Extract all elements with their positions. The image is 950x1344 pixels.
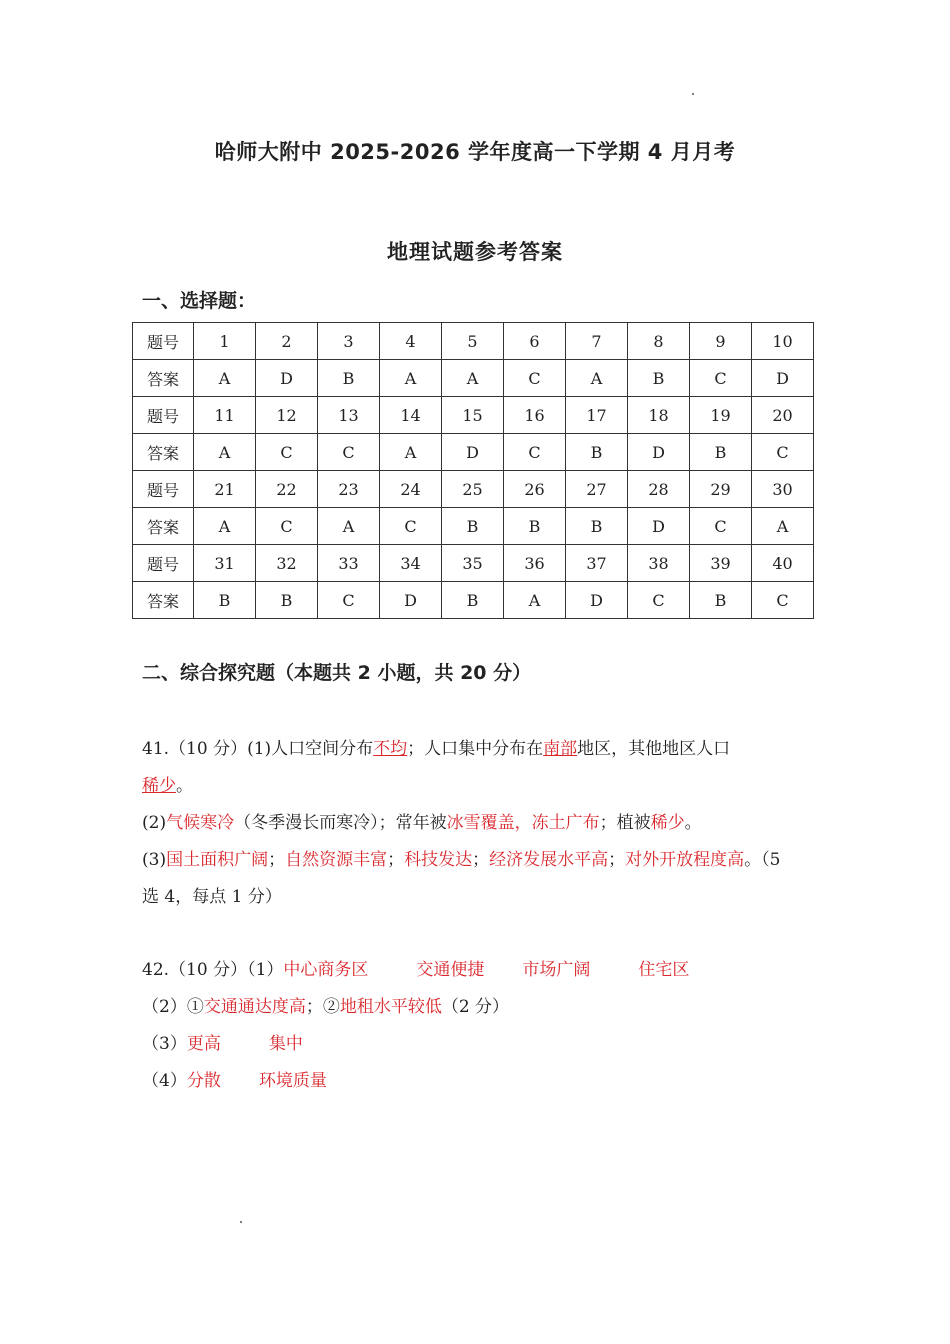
question-number-cell: 17 [566,397,628,434]
question-number-row [133,323,814,360]
answer-cell: D [380,582,442,619]
answer-cell: A [504,582,566,619]
question-number-cell: 35 [442,545,504,582]
question-number-row [133,471,814,508]
answer-cell: B [566,508,628,545]
scan-dot-bottom [240,1221,242,1223]
answer-cell: C [256,434,318,471]
answer-cell: A [752,508,814,545]
answer-cell: A [318,508,380,545]
question-number-cell: 26 [504,471,566,508]
answer-cell: C [318,434,380,471]
question-number-cell: 25 [442,471,504,508]
answer-cell: A [380,434,442,471]
question-number-cell: 36 [504,545,566,582]
q41-part3: (3)国土面积广阔；自然资源丰富；科技发达；经济发展水平高；对外开放程度高。（5 选 4，每点 1 分） [142,850,781,907]
question-number-cell: 11 [194,397,256,434]
row-label-answer: 答案 [133,360,194,397]
question-number-cell: 40 [752,545,814,582]
answer-cell: D [442,434,504,471]
page-title: 哈师大附中 2025-2026 学年度高一下学期 4 月月考 [214,140,736,164]
question-number-cell: 33 [318,545,380,582]
question-number-cell: 12 [256,397,318,434]
q41-part1: 41.（10 分）(1)人口空间分布不均；人口集中分布在南部地区，其他地区人口 稀少。 [142,739,731,796]
question-number-cell: 21 [194,471,256,508]
question-number-cell: 39 [690,545,752,582]
page-subtitle: 地理试题参考答案 [387,240,563,264]
answer-cell: B [194,582,256,619]
answer-row [133,582,814,619]
answer-cell: B [504,508,566,545]
scan-dot-top [692,93,694,95]
question-number-cell: 13 [318,397,380,434]
question-number-cell: 31 [194,545,256,582]
row-label-number: 题号 [133,545,194,582]
question-number-cell: 5 [442,323,504,360]
question-number-cell: 34 [380,545,442,582]
question-number-cell: 14 [380,397,442,434]
question-number-cell: 10 [752,323,814,360]
answer-table [132,322,814,619]
answer-cell: C [690,508,752,545]
answer-cell: C [690,360,752,397]
answer-cell: B [318,360,380,397]
row-label-answer: 答案 [133,508,194,545]
question-number-cell: 29 [690,471,752,508]
question-number-cell: 16 [504,397,566,434]
question-number-cell: 2 [256,323,318,360]
answer-cell: D [752,360,814,397]
answer-cell: C [318,582,380,619]
q42-part3: （3）更高 集中 [142,1034,303,1054]
answer-cell: B [690,434,752,471]
answer-row [133,508,814,545]
question-number-cell: 8 [628,323,690,360]
answer-cell: C [628,582,690,619]
q41-key-south: 南部 [543,739,578,759]
answer-cell: C [752,582,814,619]
q41-key-sparse: 稀少 [142,776,176,796]
question-number-row [133,545,814,582]
question-number-cell: 37 [566,545,628,582]
q41-key-uneven: 不均 [373,739,408,759]
row-label-number: 题号 [133,323,194,360]
answer-cell: D [628,508,690,545]
answer-cell: B [442,508,504,545]
answer-cell: B [256,582,318,619]
question-42-answer [142,952,802,1100]
question-number-cell: 22 [256,471,318,508]
question-number-cell: 20 [752,397,814,434]
question-number-cell: 23 [318,471,380,508]
question-number-cell: 30 [752,471,814,508]
q42-part1: 42.（10 分）（1）中心商务区 交通便捷 市场广阔 住宅区 [142,960,690,980]
section-heading-inquiry: 二、综合探究题（本题共 2 小题，共 20 分） [142,662,532,684]
question-41-answer [142,731,802,916]
question-number-cell: 1 [194,323,256,360]
question-number-cell: 32 [256,545,318,582]
row-label-answer: 答案 [133,582,194,619]
answer-cell: B [566,434,628,471]
question-number-cell: 4 [380,323,442,360]
question-number-cell: 6 [504,323,566,360]
answer-cell: D [628,434,690,471]
answer-cell: A [566,360,628,397]
answer-cell: A [194,360,256,397]
answer-cell: C [504,360,566,397]
answer-cell: B [442,582,504,619]
q42-part2: （2）①交通通达度高；②地租水平较低（2 分） [142,997,510,1017]
answer-cell: C [380,508,442,545]
question-number-cell: 9 [690,323,752,360]
answer-cell: B [628,360,690,397]
question-number-cell: 27 [566,471,628,508]
answer-cell: A [442,360,504,397]
q42-part4: （4）分散 环境质量 [142,1071,327,1091]
question-number-row [133,397,814,434]
answer-row [133,360,814,397]
answer-cell: C [256,508,318,545]
answer-row [133,434,814,471]
answer-cell: A [380,360,442,397]
question-number-cell: 3 [318,323,380,360]
answer-cell: B [690,582,752,619]
question-number-cell: 7 [566,323,628,360]
section-heading-choice: 一、选择题： [142,290,257,312]
question-number-cell: 28 [628,471,690,508]
row-label-number: 题号 [133,471,194,508]
answer-cell: C [504,434,566,471]
question-number-cell: 15 [442,397,504,434]
answer-cell: D [256,360,318,397]
q41-part2: (2)气候寒冷（冬季漫长而寒冷）；常年被冰雪覆盖，冻土广布；植被稀少。 [142,813,702,833]
answer-cell: C [752,434,814,471]
question-number-cell: 18 [628,397,690,434]
answer-cell: A [194,434,256,471]
answer-cell: D [566,582,628,619]
question-number-cell: 19 [690,397,752,434]
row-label-number: 题号 [133,397,194,434]
question-number-cell: 38 [628,545,690,582]
question-number-cell: 24 [380,471,442,508]
answer-cell: A [194,508,256,545]
row-label-answer: 答案 [133,434,194,471]
